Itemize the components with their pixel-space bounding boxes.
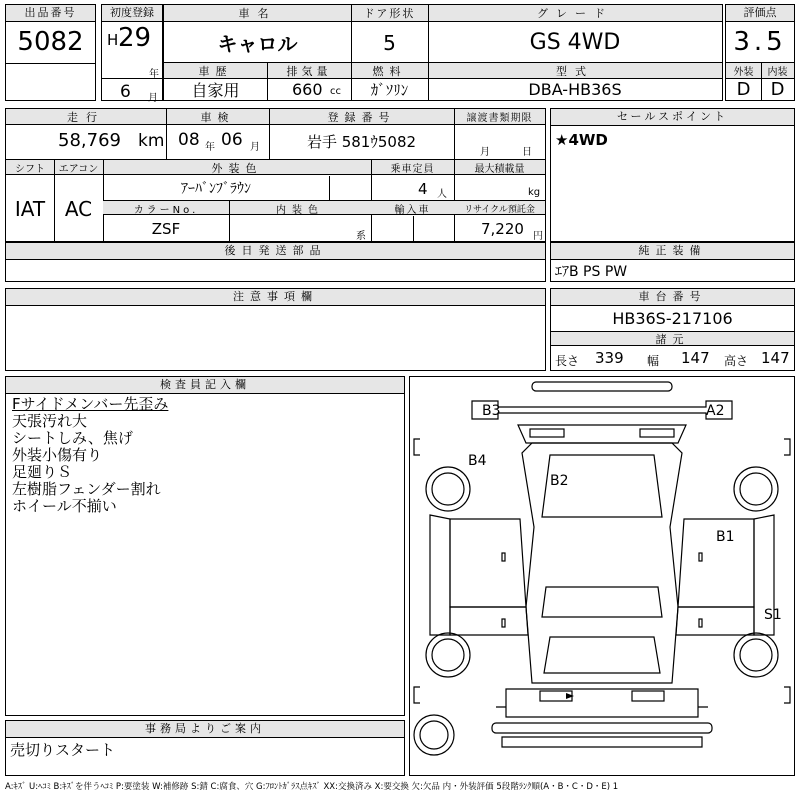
ext-int-box (725, 62, 795, 101)
equipment-value: ｴｱB PS PW (555, 264, 628, 280)
lot-number-value: 5082 (17, 27, 84, 57)
damage-mark-b1: B1 (716, 529, 735, 545)
equipment-label: 純正装備 (551, 243, 794, 260)
damage-mark-b2: B2 (550, 473, 569, 489)
inspection-month-unit: 月 (250, 142, 260, 153)
month-unit: 月 (148, 93, 158, 104)
inspector-note: 外装小傷有り (12, 446, 103, 464)
mileage-label: 走行 (67, 110, 105, 124)
recycle-fee-value: 7,220 (481, 220, 524, 238)
transfer-month-unit: 月 (480, 147, 490, 158)
grade-label: グレード (537, 7, 613, 20)
later-parts-label: 後日発送部品 (6, 243, 545, 260)
damage-mark-s1: S1 (764, 607, 782, 623)
capacity-unit: 人 (437, 189, 447, 200)
length-label: 長さ (555, 354, 580, 368)
first-registration-label: 初度登録 (102, 5, 162, 22)
inspection-label: 車検 (200, 110, 235, 124)
front-bumper-shape (532, 382, 672, 391)
car-outline-svg (410, 377, 794, 775)
score-value: 3.5 (733, 27, 787, 57)
rear-step-shape (502, 737, 702, 747)
inspection-year: 08 (178, 130, 200, 150)
hood-shape (518, 425, 686, 443)
front-panel-shape (472, 401, 732, 419)
inspector-note: 左樹脂フェンダー割れ (12, 480, 161, 498)
history-value: 自家用 (191, 81, 240, 100)
length-value: 339 (595, 349, 624, 367)
later-parts-box (5, 242, 546, 282)
damage-mark-a2: A2 (706, 403, 725, 419)
recycle-fee-label: リサイクル預託金 (464, 204, 535, 215)
details-box (5, 108, 546, 242)
inspector-note: Fサイドメンバー先歪み (12, 395, 169, 413)
lot-number-box (5, 4, 96, 101)
bracket-shape (784, 439, 790, 455)
rear-bumper-shape (492, 723, 712, 733)
fuel-label: 燃料 (372, 64, 407, 78)
inspector-notes-box (5, 376, 405, 716)
transfer-deadline-label: 譲渡書類期限 (466, 113, 533, 124)
capacity-label: 乗車定員 (390, 164, 435, 175)
dimensions-label: 諸元 (655, 332, 690, 346)
vehicle-info-bottom (163, 62, 723, 101)
score-label: 評価点 (726, 5, 794, 22)
car-body-shape (522, 443, 682, 683)
inspector-notes-label: 検査員記入欄 (6, 377, 404, 394)
inspector-note: 足廻りＳ (12, 463, 73, 481)
interior-color-unit: 系 (356, 231, 366, 242)
ac-label: エアコン (58, 164, 99, 175)
width-value: 147 (681, 349, 710, 367)
registration-month: 6 (120, 82, 131, 102)
right-door-rear (676, 607, 754, 635)
notes-box (5, 288, 546, 371)
door-handle (699, 553, 702, 561)
import-label: 輸入車 (394, 204, 431, 216)
interior-color-label: 内装色 (276, 204, 324, 216)
rear-panel-shape (506, 689, 698, 717)
damage-mark-b3: B3 (482, 403, 501, 419)
roof-shape (542, 587, 662, 617)
model-label: 型式 (556, 64, 594, 78)
max-load-label: 最大積載量 (474, 164, 525, 175)
registration-number-value: 岩手 581ｳ5082 (306, 133, 417, 151)
grade-value: GS 4WD (529, 30, 621, 55)
rear-window-shape (544, 637, 660, 673)
office-message-label: 事務局よりご案内 (6, 721, 404, 738)
door-label: ドア形状 (363, 7, 416, 20)
shift-value: IAT (14, 197, 46, 221)
left-side-sill (430, 515, 450, 635)
score-box (725, 4, 795, 63)
notes-label: 注意事項欄 (6, 289, 545, 306)
damage-legend: A:ｷｽﾞ U:ﾍｺﾐ B:ｷｽﾞを伴うﾍｺﾐ P:要塗装 W:補修跡 S:錆 C:腐食、穴 G:ﾌﾛﾝﾄｶﾞﾗｽ点ｷｽﾞ XX:交換済み X:要交換 欠:欠品 内・外装評価 5段階ﾗﾝｸ順(A・B・C・D・E) 1 (5, 782, 619, 792)
bracket-shape (784, 687, 790, 703)
damage-mark-b4: B4 (468, 453, 487, 469)
capacity-value: 4 (418, 180, 428, 198)
office-message-value: 売切りスタート (10, 741, 116, 759)
headlight-right (640, 429, 674, 437)
exterior-color-value: ｱｰﾊﾞﾝﾌﾞﾗｳﾝ (181, 181, 251, 197)
displacement-unit: cc (330, 86, 341, 97)
car-name-label: 車名 (238, 7, 277, 20)
inspector-note: ホイール不揃い (12, 497, 117, 515)
model-value: DBA-HB36S (528, 80, 622, 99)
height-label: 高さ (724, 354, 749, 368)
displacement-value: 660 (292, 80, 323, 99)
era-mark: H (107, 31, 119, 49)
mileage-unit: km (138, 131, 165, 151)
inspector-note: 天張汚れ大 (12, 412, 88, 430)
exterior-color-label: 外装色 (211, 161, 263, 175)
chassis-label: 車台番号 (551, 289, 794, 306)
recycle-fee-unit: 円 (533, 231, 543, 242)
selling-point-box (550, 108, 795, 242)
exterior-label: 外装 (733, 67, 754, 78)
interior-label: 内装 (767, 67, 788, 78)
wheel-front-left (426, 467, 470, 511)
arrow-icon (566, 693, 574, 699)
chassis-box (550, 288, 795, 371)
door-handle (502, 619, 505, 627)
taillight-right (632, 691, 664, 701)
color-number-label: カラーNo. (133, 204, 199, 216)
bracket-shape (414, 439, 420, 455)
left-door-front (450, 519, 526, 607)
height-value: 147 (761, 349, 790, 367)
equipment-box (550, 242, 795, 282)
door-handle (502, 553, 505, 561)
lot-number-label: 出品番号 (6, 5, 95, 22)
inspector-notes-list (12, 396, 168, 515)
inspection-year-unit: 年 (205, 142, 215, 153)
office-message-box (5, 720, 405, 776)
exterior-value: D (736, 79, 751, 100)
selling-point-label: セールスポイント (551, 109, 794, 126)
year-unit: 年 (149, 69, 159, 80)
registration-number-label: 登録番号 (327, 110, 396, 124)
door-value: 5 (383, 30, 396, 55)
bracket-shape (414, 687, 420, 703)
displacement-label: 排気量 (286, 64, 332, 78)
max-load-unit: kg (528, 187, 541, 198)
vehicle-info-top (163, 4, 723, 63)
car-name-value: キャロル (217, 32, 298, 56)
door-handle (699, 619, 702, 627)
fuel-value: ｶﾞｿﾘﾝ (370, 81, 409, 99)
inspector-note: シートしみ、焦げ (12, 429, 133, 447)
car-damage-diagram (409, 376, 795, 776)
width-label: 幅 (647, 354, 660, 368)
inspection-month: 06 (221, 130, 243, 150)
mileage-value: 58,769 (58, 130, 121, 151)
ac-value: AC (64, 197, 93, 221)
transfer-day-unit: 日 (522, 147, 532, 158)
left-door-rear (450, 607, 528, 635)
selling-point-value: ★4WD (555, 131, 608, 149)
history-label: 車歴 (198, 64, 233, 78)
headlight-left (530, 429, 564, 437)
shift-label: シフト (15, 164, 45, 175)
chassis-value: HB36S-217106 (612, 308, 733, 328)
color-number-value: ZSF (151, 220, 181, 238)
first-registration-box (101, 4, 163, 104)
registration-year: 29 (118, 23, 152, 53)
interior-value: D (770, 79, 785, 100)
